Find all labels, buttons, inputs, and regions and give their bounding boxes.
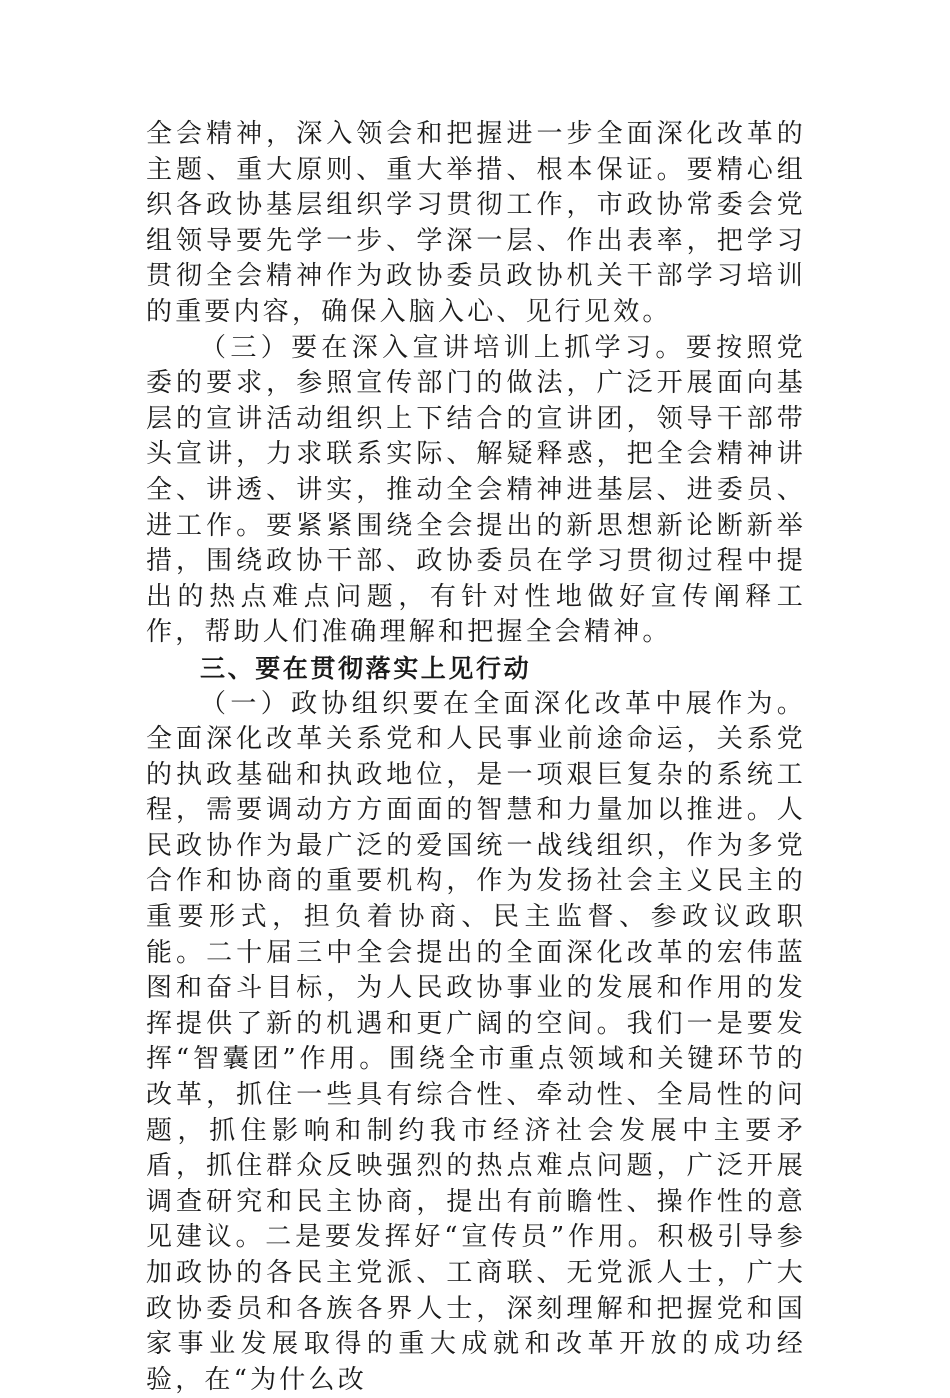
document-page [146,117,806,1398]
section-heading: 三、要在贯彻落实上见行动 [146,651,806,687]
paragraph-section-3: （三）要在深入宣讲培训上抓学习。要按照党委的要求，参照宣传部门的做法，广泛开展面向基层的宣讲活动组织上下结合的宣讲团，领导干部带头宣讲，力求联系实际、解疑释惑，把全会精神讲全、讲透、讲实，推动全会精神进基层、进委员、进工作。要紧紧围绕全会提出的新思想新论断新举措，围绕政协干部、政协委员在学习贯彻过程中提出的热点难点问题，有针对性地做好宣传阐释工作，帮助人们准确理解和把握全会精神。 [146,331,806,651]
paragraph-continuation: 全会精神，深入领会和把握进一步全面深化改革的主题、重大原则、重大举措、根本保证。要精心组织各政协基层组织学习贯彻工作，市政协常委会党组领导要先学一步、学深一层、作出表率，把学习贯彻全会精神作为政协委员政协机关干部学习培训的重要内容，确保入脑入心、见行见效。 [146,117,806,331]
paragraph-subsection-1: （一）政协组织要在全面深化改革中展作为。全面深化改革关系党和人民事业前途命运，关系党的执政基础和执政地位，是一项艰巨复杂的系统工程，需要调动方方面面的智慧和力量加以推进。人民政协作为最广泛的爱国统一战线组织，作为多党合作和协商的重要机构，作为发扬社会主义民主的重要形式，担负着协商、民主监督、参政议政职能。二十届三中全会提出的全面深化改革的宏伟蓝图和奋斗目标，为人民政协事业的发展和作用的发挥提供了新的机遇和更广阔的空间。我们一是要发挥“智囊团”作用。围绕全市重点领域和关键环节的改革，抓住一些具有综合性、牵动性、全局性的问题，抓住影响和制约我市经济社会发展中主要矛盾，抓住群众反映强烈的热点难点问题，广泛开展调查研究和民主协商，提出有前瞻性、操作性的意见建议。二是要发挥好“宣传员”作用。积极引导参加政协的各民主党派、工商联、无党派人士，广大政协委员和各族各界人士，深刻理解和把握党和国家事业发展取得的重大成就和改革开放的成功经验，在“为什么改 [146,687,806,1398]
